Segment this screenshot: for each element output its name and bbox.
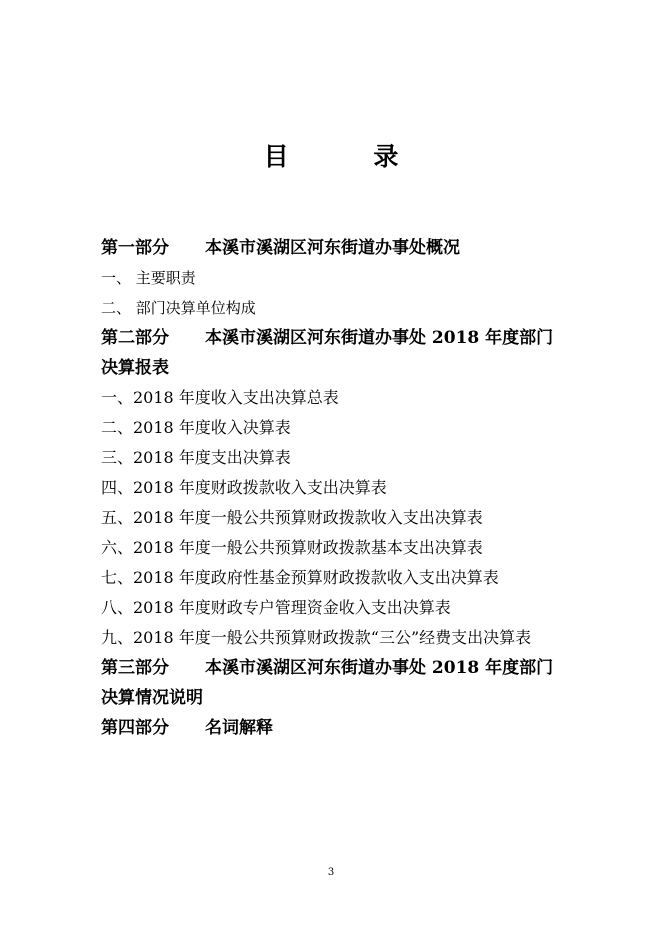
toc-part-3-label: 第三部分 <box>101 658 169 678</box>
toc-item: 七、2018 年度政府性基金预算财政拨款收入支出决算表 <box>101 568 499 587</box>
toc-item: 六、2018 年度一般公共预算财政拨款基本支出决算表 <box>101 538 483 557</box>
page-number: 3 <box>327 867 335 878</box>
toc-part-3 <box>101 653 571 683</box>
toc-part-2 <box>101 323 571 353</box>
toc-item: 一、2018 年度收入支出决算总表 <box>101 388 339 407</box>
toc-part-1 <box>101 233 571 263</box>
table-of-contents <box>101 233 571 743</box>
toc-part-3-continued: 决算情况说明 <box>101 688 203 708</box>
toc-item: 三、2018 年度支出决算表 <box>101 448 291 467</box>
toc-item: 九、2018 年度一般公共预算财政拨款“三公”经费支出决算表 <box>101 628 532 647</box>
toc-part-2-continued: 决算报表 <box>101 358 169 378</box>
toc-part-4-label: 第四部分 <box>101 718 169 738</box>
toc-part-2-text: 本溪市溪湖区河东街道办事处 2018 年度部门 <box>205 328 554 348</box>
toc-item: 二、2018 年度收入决算表 <box>101 418 291 437</box>
toc-part-1-label: 第一部分 <box>101 238 169 258</box>
toc-part-1-text: 本溪市溪湖区河东街道办事处概况 <box>205 238 460 258</box>
toc-item: 五、2018 年度一般公共预算财政拨款收入支出决算表 <box>101 508 483 527</box>
toc-item: 八、2018 年度财政专户管理资金收入支出决算表 <box>101 598 451 617</box>
toc-part-3-text: 本溪市溪湖区河东街道办事处 2018 年度部门 <box>205 658 554 678</box>
toc-part-2-label: 第二部分 <box>101 328 169 348</box>
toc-part-4-text: 名词解释 <box>205 718 273 738</box>
page-title: 目 录 <box>263 142 437 171</box>
toc-part-4 <box>101 713 571 743</box>
toc-item: 一、 主要职责 <box>101 269 196 287</box>
toc-item: 四、2018 年度财政拨款收入支出决算表 <box>101 478 387 497</box>
toc-item: 二、 部门决算单位构成 <box>101 299 256 317</box>
